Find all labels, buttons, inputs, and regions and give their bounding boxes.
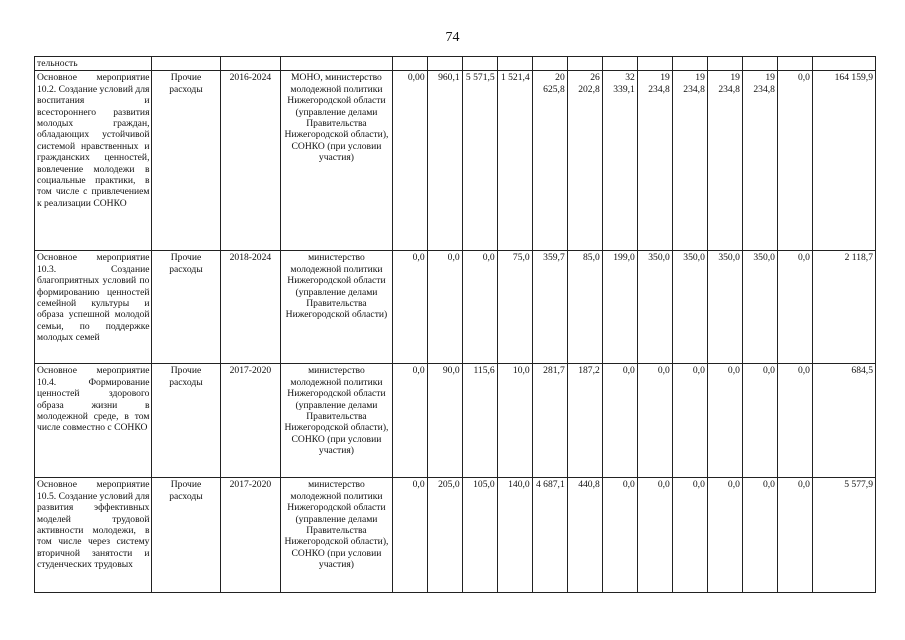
value-cell: 115,6 (462, 364, 497, 478)
table-row (35, 364, 876, 478)
value-cell: 140,0 (497, 478, 532, 593)
value-cell: 0,0 (672, 364, 707, 478)
responsible-cell (281, 57, 392, 71)
value-cell (497, 57, 532, 71)
total-cell: 5 577,9 (812, 478, 875, 593)
value-cell: 85,0 (567, 251, 602, 364)
source-cell: Прочие расходы (152, 251, 220, 364)
period-cell: 2017-2020 (220, 478, 281, 593)
total-cell: 164 159,9 (812, 71, 875, 251)
value-cell: 359,7 (532, 251, 567, 364)
value-cell (637, 57, 672, 71)
table-row (35, 71, 876, 251)
value-cell: 0,0 (777, 251, 812, 364)
table-row (35, 57, 876, 71)
value-cell: 19 234,8 (672, 71, 707, 251)
source-cell: Прочие расходы (152, 478, 220, 593)
period-cell: 2018-2024 (220, 251, 281, 364)
source-cell (152, 57, 220, 71)
value-cell: 10,0 (497, 364, 532, 478)
value-cell: 960,1 (427, 71, 462, 251)
value-cell: 1 521,4 (497, 71, 532, 251)
value-cell: 0,0 (672, 478, 707, 593)
value-cell: 0,0 (707, 364, 742, 478)
page-number: 74 (445, 30, 460, 45)
value-cell: 0,0 (637, 478, 672, 593)
value-cell: 20 625,8 (532, 71, 567, 251)
value-cell (427, 57, 462, 71)
value-cell (392, 57, 427, 71)
responsible-cell: министерство молодежной политики Нижегородской области (управление делами Правительства Нижегородской области), СОНКО (при условии участия) (281, 478, 392, 593)
value-cell: 0,0 (742, 364, 777, 478)
responsible-cell: министерство молодежной политики Нижегородской области (управление делами Правительства Нижегородской области), СОНКО (при условии участия) (281, 364, 392, 478)
value-cell: 0,00 (392, 71, 427, 251)
value-cell: 0,0 (637, 364, 672, 478)
source-cell: Прочие расходы (152, 364, 220, 478)
value-cell: 19 234,8 (637, 71, 672, 251)
value-cell: 281,7 (532, 364, 567, 478)
value-cell: 32 339,1 (602, 71, 637, 251)
value-cell: 0,0 (777, 364, 812, 478)
value-cell (567, 57, 602, 71)
event-cell: Основное мероприятие 10.4. Формирование ценностей здорового образа жизни в молодежной среде, в том числе совместно с СОНКО (35, 364, 152, 478)
total-cell: 684,5 (812, 364, 875, 478)
source-cell: Прочие расходы (152, 71, 220, 251)
value-cell: 0,0 (392, 364, 427, 478)
event-cell: Основное мероприятие 10.2. Создание условий для воспитания и всестороннего развития молодых граждан, обладающих устойчивой системой нравственных и гражданских ценностей, вовлечение молодежи в социальные практики, в том числе с привлечением к реализации СОНКО (35, 71, 152, 251)
value-cell: 0,0 (427, 251, 462, 364)
budget-table (34, 56, 876, 593)
value-cell: 4 687,1 (532, 478, 567, 593)
value-cell: 350,0 (637, 251, 672, 364)
value-cell: 0,0 (777, 71, 812, 251)
period-cell: 2017-2020 (220, 364, 281, 478)
value-cell (602, 57, 637, 71)
value-cell: 75,0 (497, 251, 532, 364)
value-cell (532, 57, 567, 71)
value-cell: 105,0 (462, 478, 497, 593)
total-cell (812, 57, 875, 71)
value-cell: 350,0 (672, 251, 707, 364)
value-cell: 0,0 (392, 251, 427, 364)
value-cell: 0,0 (777, 478, 812, 593)
event-cell: Основное мероприятие 10.3. Создание благоприятных условий по формированию ценностей семейной культуры и образа успешной молодой семьи, по поддержке молодых семей (35, 251, 152, 364)
value-cell: 0,0 (707, 478, 742, 593)
value-cell: 350,0 (742, 251, 777, 364)
value-cell: 5 571,5 (462, 71, 497, 251)
event-cell: тельность (35, 57, 152, 71)
event-cell: Основное мероприятие 10.5. Создание условий для развития эффективных моделей трудовой активности молодежи, в том числе через систему вторичной занятости и студенческих трудовых (35, 478, 152, 593)
value-cell: 90,0 (427, 364, 462, 478)
value-cell (462, 57, 497, 71)
value-cell (707, 57, 742, 71)
value-cell: 0,0 (462, 251, 497, 364)
value-cell: 0,0 (392, 478, 427, 593)
responsible-cell: министерство молодежной политики Нижегородской области (управление делами Правительства Нижегородской области) (281, 251, 392, 364)
value-cell: 19 234,8 (742, 71, 777, 251)
value-cell (742, 57, 777, 71)
period-cell (220, 57, 281, 71)
value-cell: 19 234,8 (707, 71, 742, 251)
total-cell: 2 118,7 (812, 251, 875, 364)
value-cell: 0,0 (602, 364, 637, 478)
value-cell: 440,8 (567, 478, 602, 593)
value-cell: 0,0 (742, 478, 777, 593)
period-cell: 2016-2024 (220, 71, 281, 251)
value-cell: 0,0 (602, 478, 637, 593)
value-cell (777, 57, 812, 71)
value-cell: 205,0 (427, 478, 462, 593)
value-cell: 187,2 (567, 364, 602, 478)
value-cell: 26 202,8 (567, 71, 602, 251)
value-cell (672, 57, 707, 71)
table-row (35, 478, 876, 593)
table-row (35, 251, 876, 364)
responsible-cell: МОНО, министерство молодежной политики Нижегородской области (управление делами Правительства Нижегородской области), СОНКО (при условии участия) (281, 71, 392, 251)
value-cell: 199,0 (602, 251, 637, 364)
value-cell: 350,0 (707, 251, 742, 364)
